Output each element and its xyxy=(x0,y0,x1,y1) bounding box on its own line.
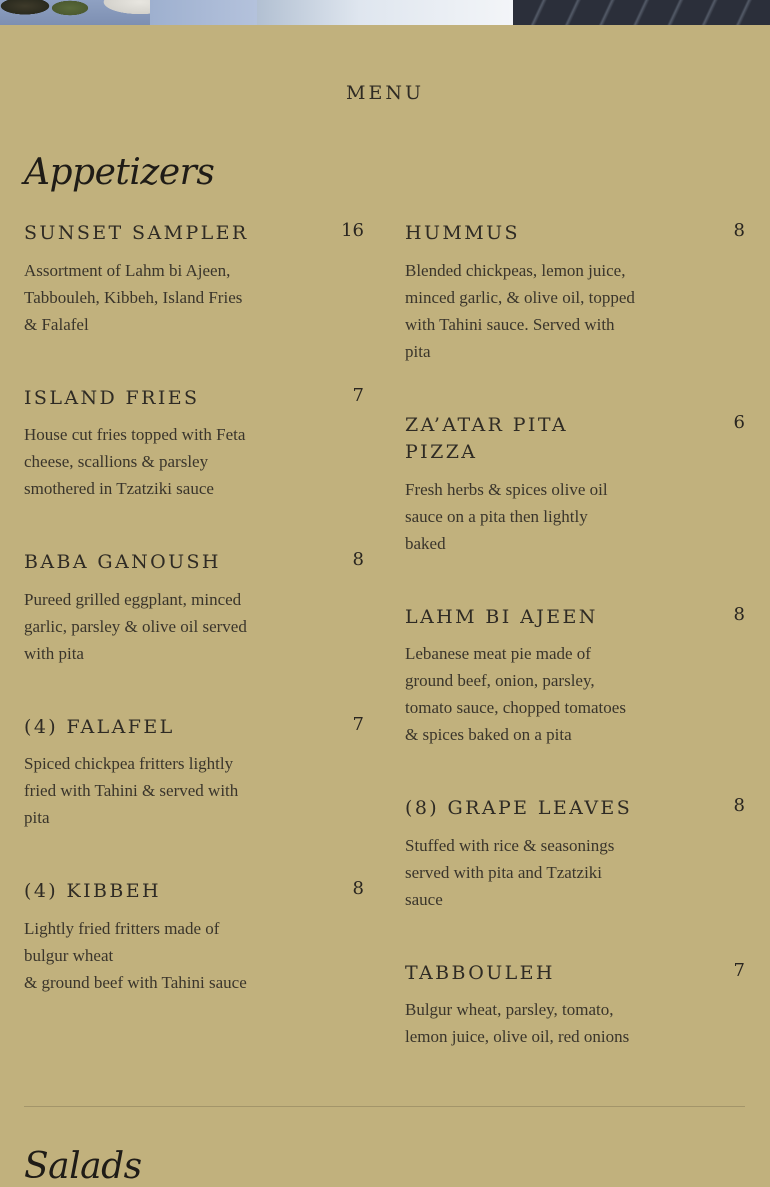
item-name: ISLAND FRIES xyxy=(24,387,200,409)
item-description: Stuffed with rice & seasonings served with pita and Tzatziki sauce xyxy=(405,836,615,909)
item-name: ZA’ATAR PITA PIZZA xyxy=(405,414,568,463)
item-name: BABA GANOUSH xyxy=(24,551,221,573)
item-price: 6 xyxy=(733,412,745,433)
section-title-appetizers: Appetizers xyxy=(24,152,215,193)
food-photo xyxy=(513,0,770,25)
item-name: (4) KIBBEH xyxy=(24,880,162,902)
section-title-salads: Salads xyxy=(24,1146,142,1187)
menu-heading: MENU xyxy=(346,82,424,104)
item-price: 16 xyxy=(341,220,364,241)
item-name: (4) FALAFEL xyxy=(24,716,175,738)
item-description: Fresh herbs & spices olive oil sauce on a pita then lightly baked xyxy=(405,480,608,553)
section-divider xyxy=(24,1106,745,1107)
item-description: Spiced chickpea fritters lightly fried with Tahini & served with pita xyxy=(24,754,239,827)
food-photo xyxy=(0,0,257,25)
item-description: House cut fries topped with Feta cheese, scallions & parsley smothered in Tzatziki sauce xyxy=(24,425,246,498)
item-name: HUMMUS xyxy=(405,222,520,244)
item-price: 8 xyxy=(733,604,745,625)
item-price: 7 xyxy=(352,714,364,735)
item-name: SUNSET SAMPLER xyxy=(24,222,249,244)
item-price: 8 xyxy=(352,549,364,570)
item-price: 8 xyxy=(352,878,364,899)
item-description: Blended chickpeas, lemon juice, minced garlic, & olive oil, topped with Tahini sauce. Served with pita xyxy=(405,261,635,361)
item-description: Assortment of Lahm bi Ajeen, Tabbouleh, Kibbeh, Island Fries & Falafel xyxy=(24,261,243,334)
item-description: Lightly fried fritters made of bulgur wheat & ground beef with Tahini sauce xyxy=(24,919,247,992)
item-description: Pureed grilled eggplant, minced garlic, parsley & olive oil served with pita xyxy=(24,590,247,663)
item-price: 8 xyxy=(733,795,745,816)
food-photo xyxy=(257,0,513,25)
item-name: LAHM BI AJEEN xyxy=(405,606,598,628)
header-photo-strip xyxy=(0,0,770,25)
item-price: 7 xyxy=(733,960,745,981)
item-price: 8 xyxy=(733,220,745,241)
item-description: Lebanese meat pie made of ground beef, onion, parsley, tomato sauce, chopped tomatoes & spices baked on a pita xyxy=(405,644,626,744)
item-name: TABBOULEH xyxy=(405,962,555,984)
item-description: Bulgur wheat, parsley, tomato, lemon juice, olive oil, red onions xyxy=(405,1000,630,1046)
item-price: 7 xyxy=(352,385,364,406)
item-name: (8) GRAPE LEAVES xyxy=(405,797,633,819)
